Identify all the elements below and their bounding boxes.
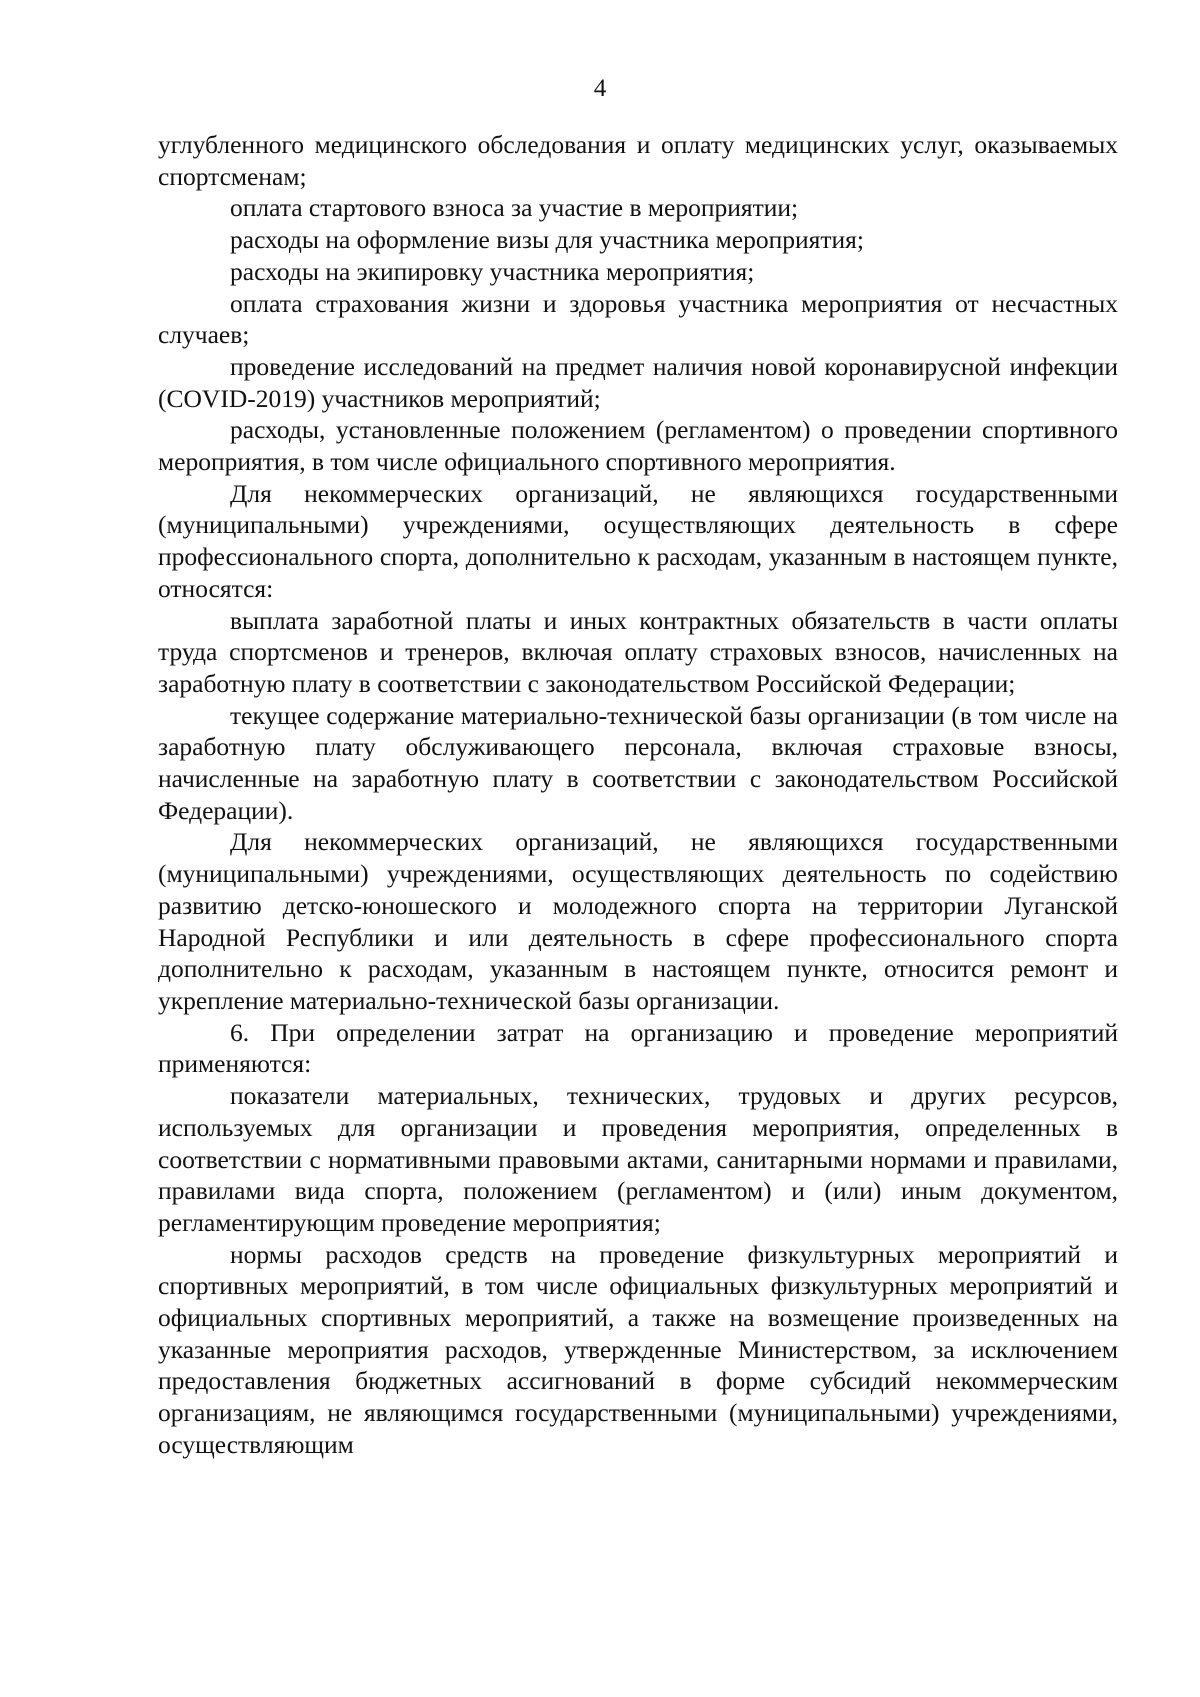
- page-number: 4: [593, 75, 607, 102]
- paragraph-insurance: оплата страхования жизни и здоровья участника мероприятия от несчастных случаев;: [158, 288, 1118, 350]
- paragraph-starting-fee: оплата стартового взноса за участие в мероприятии;: [230, 193, 799, 223]
- paragraph-maintenance: текущее содержание материально-технической базы организации (в том числе на заработную плату обслуживающего персонала, включая страховые взносы, начисленные на заработную плату в соответствии с законодательством Российской Федерации).: [158, 700, 1118, 825]
- paragraph-regulation-expenses: расходы, установленные положением (регламентом) о проведении спортивного мероприятия, в том числе официального спортивного мероприятия.: [158, 415, 1118, 477]
- document-body: [158, 129, 1118, 1461]
- paragraph-covid-testing: проведение исследований на предмет наличия новой коронавирусной инфекции (COVID-2019) участников мероприятий;: [158, 351, 1118, 413]
- paragraph-expense-norms: нормы расходов средств на проведение физкультурных мероприятий и спортивных мероприятий, в том числе официальных физкультурных мероприятий и официальных спортивных мероприятий, а также на возмещение произведенных на указанные мероприятия расходов, утвержденные Министерством, за исключением предоставления бюджетных ассигнований в форме субсидий некоммерческим организациям, не являющимся государственными (муниципальными) учреждениями, осуществляющим: [158, 1239, 1118, 1459]
- paragraph-salary: выплата заработной платы и иных контрактных обязательств в части оплаты труда спортсменов и тренеров, включая оплату страховых взносов, начисленных на заработную плату в соответствии с законодательством Российской Федерации;: [158, 605, 1118, 698]
- paragraph-visa-expenses: расходы на оформление визы для участника мероприятия;: [230, 225, 864, 255]
- paragraph-section-6: 6. При определении затрат на организацию и проведение мероприятий применяются:: [158, 1017, 1118, 1079]
- paragraph-equipment-expenses: расходы на экипировку участника мероприятия;: [230, 256, 755, 286]
- paragraph-nonprofit-youth-sport: Для некоммерческих организаций, не являющихся государственными (муниципальными) учреждениями, осуществляющих деятельность по содействию развитию детско-юношеского и молодежного спорта на территории Луганской Народной Республики и или деятельность в сфере профессионального спорта дополнительно к расходам, указанным в настоящем пункте, относится ремонт и укрепление материально-технической базы организации.: [158, 827, 1118, 1015]
- paragraph-continuation: углубленного медицинского обследования и оплату медицинских услуг, оказываемых спортсменам;: [158, 130, 1118, 191]
- paragraph-resource-indicators: показатели материальных, технических, трудовых и других ресурсов, используемых для организации и проведения мероприятия, определенных в соответствии с нормативными правовыми актами, санитарными нормами и правилами, правилами вида спорта, положением (регламентом) и (или) иным документом, регламентирующим проведение мероприятия;: [158, 1081, 1118, 1237]
- paragraph-nonprofit-professional-sport: Для некоммерческих организаций, не являющихся государственными (муниципальными) учреждениями, осуществляющих деятельность в сфере профессионального спорта, дополнительно к расходам, указанным в настоящем пункте, относятся:: [158, 478, 1118, 603]
